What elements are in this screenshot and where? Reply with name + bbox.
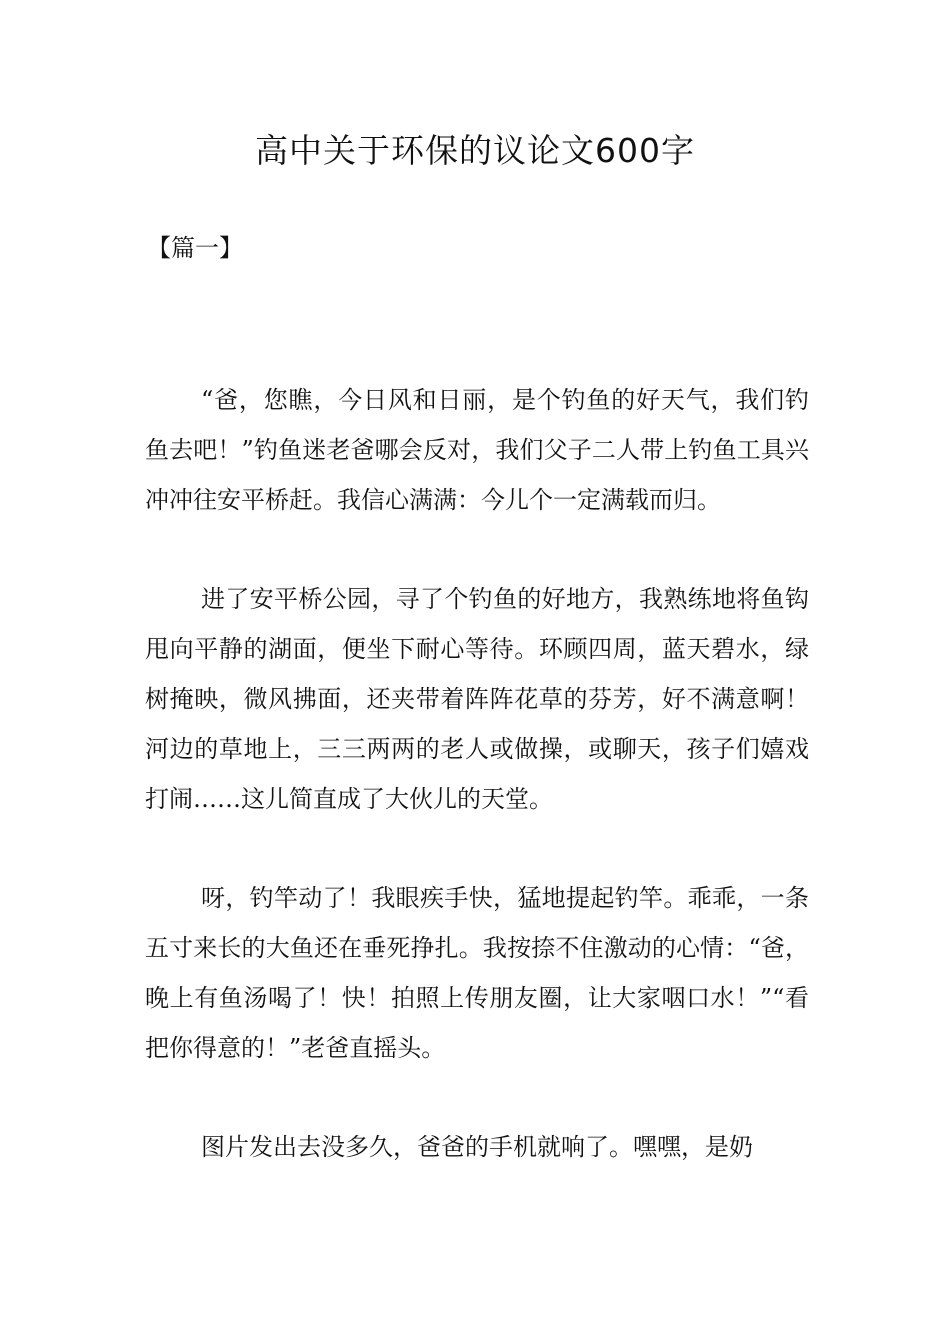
paragraph-2: 进了安平桥公园，寻了个钓鱼的好地方，我熟练地将鱼钩甩向平静的湖面，便坐下耐心等待。环顾四周，蓝天碧水，绿树掩映，微风拂面，还夹带着阵阵花草的芬芳，好不满意啊！河边的草地上，三三两两的老人或做操，或聊天，孩子们嬉戏打闹……这儿简直成了大伙儿的天堂。 (145, 585, 809, 813)
paragraph-1: “爸，您瞧，今日风和日丽，是个钓鱼的好天气，我们钓鱼去吧！”钓鱼迷老爸哪会反对，我们父子二人带上钓鱼工具兴冲冲往安平桥赶。我信心满满：今儿个一定满载而归。 (145, 386, 809, 514)
paragraph-4: 图片发出去没多久，爸爸的手机就响了。嘿嘿，是奶 (201, 1133, 753, 1161)
section-label: 【篇一】 (147, 234, 243, 262)
article-body (145, 375, 809, 1172)
paragraph-3: 呀，钓竿动了！我眼疾手快，猛地提起钓竿。乖乖，一条五寸来长的大鱼还在垂死挣扎。我按捺不住激动的心情：“爸，晚上有鱼汤喝了！快！拍照上传朋友圈，让大家咽口水！”“看把你得意的！”老爸直摇头。 (145, 884, 809, 1062)
page-title: 高中关于环保的议论文600字 (255, 131, 695, 170)
